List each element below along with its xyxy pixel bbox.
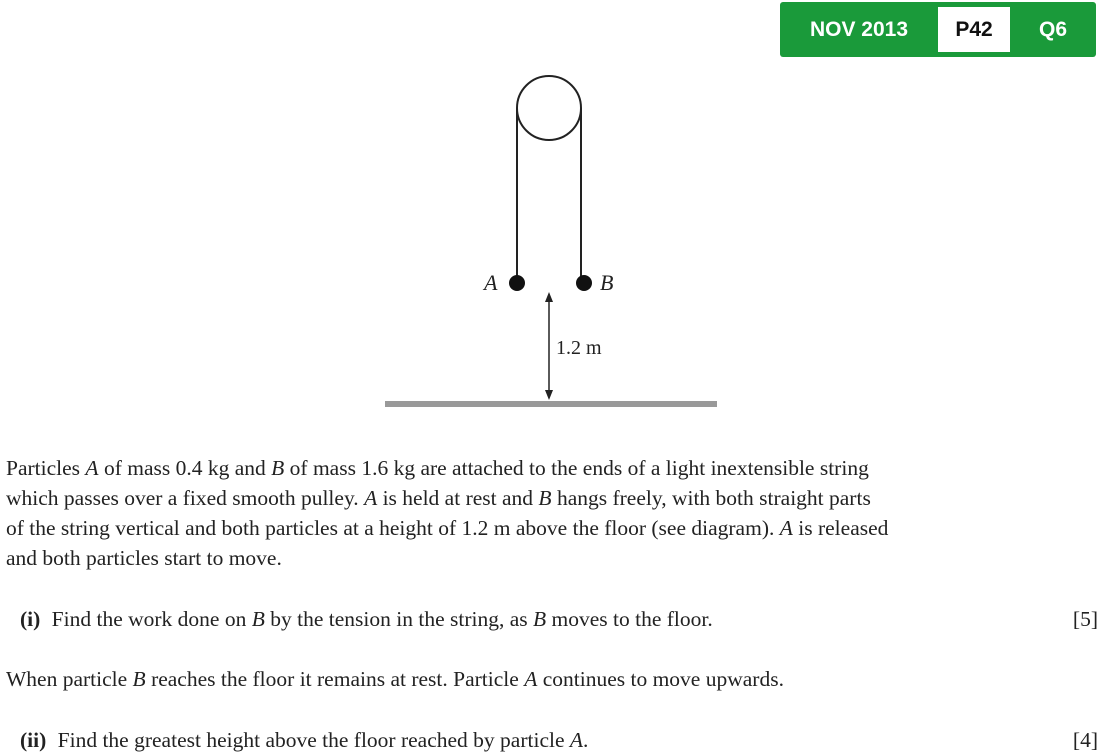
paper-code-label: P42: [938, 7, 1010, 52]
part-i-text: Find the work done on B by the tension in the string, as B moves to the floor.: [51, 607, 713, 631]
part-i-marks: [5]: [1072, 607, 1098, 631]
part-ii-marks: [4]: [1072, 728, 1098, 752]
height-label: 1.2 m: [556, 337, 602, 359]
part-i-number: (i): [20, 607, 41, 631]
floor: [385, 401, 717, 407]
exam-date-label: NOV 2013: [809, 18, 909, 41]
paragraph-line: Particles A of mass 0.4 kg and B of mass 1.6 kg are attached to the ends of a light inextensible string: [6, 456, 869, 480]
paragraph-line: and both particles start to move.: [6, 546, 282, 570]
particle-a-label: A: [484, 270, 498, 295]
question-part-i: [6, 604, 1098, 634]
question-part-ii: [6, 725, 1098, 755]
paragraph-line: of the string vertical and both particles at a height of 1.2 m above the floor (see diagram). A is released: [6, 516, 889, 540]
particle-b-label: B: [600, 270, 614, 295]
height-arrow-head-down: [545, 390, 553, 400]
middle-statement: When particle B reaches the floor it remains at rest. Particle A continues to move upwards.: [6, 667, 784, 691]
pulley-wheel: [517, 76, 581, 140]
part-ii-text: Find the greatest height above the floor reached by particle A.: [57, 728, 589, 752]
particle-a: [509, 275, 525, 291]
part-ii-number: (ii): [20, 728, 47, 752]
problem-paragraph: [6, 453, 1098, 573]
particle-b: [576, 275, 592, 291]
paragraph-line: which passes over a fixed smooth pulley. A is held at rest and B hangs freely, with both straight parts: [6, 486, 871, 510]
question-number-label: Q6: [1038, 18, 1067, 41]
height-arrow-head-up: [545, 292, 553, 302]
